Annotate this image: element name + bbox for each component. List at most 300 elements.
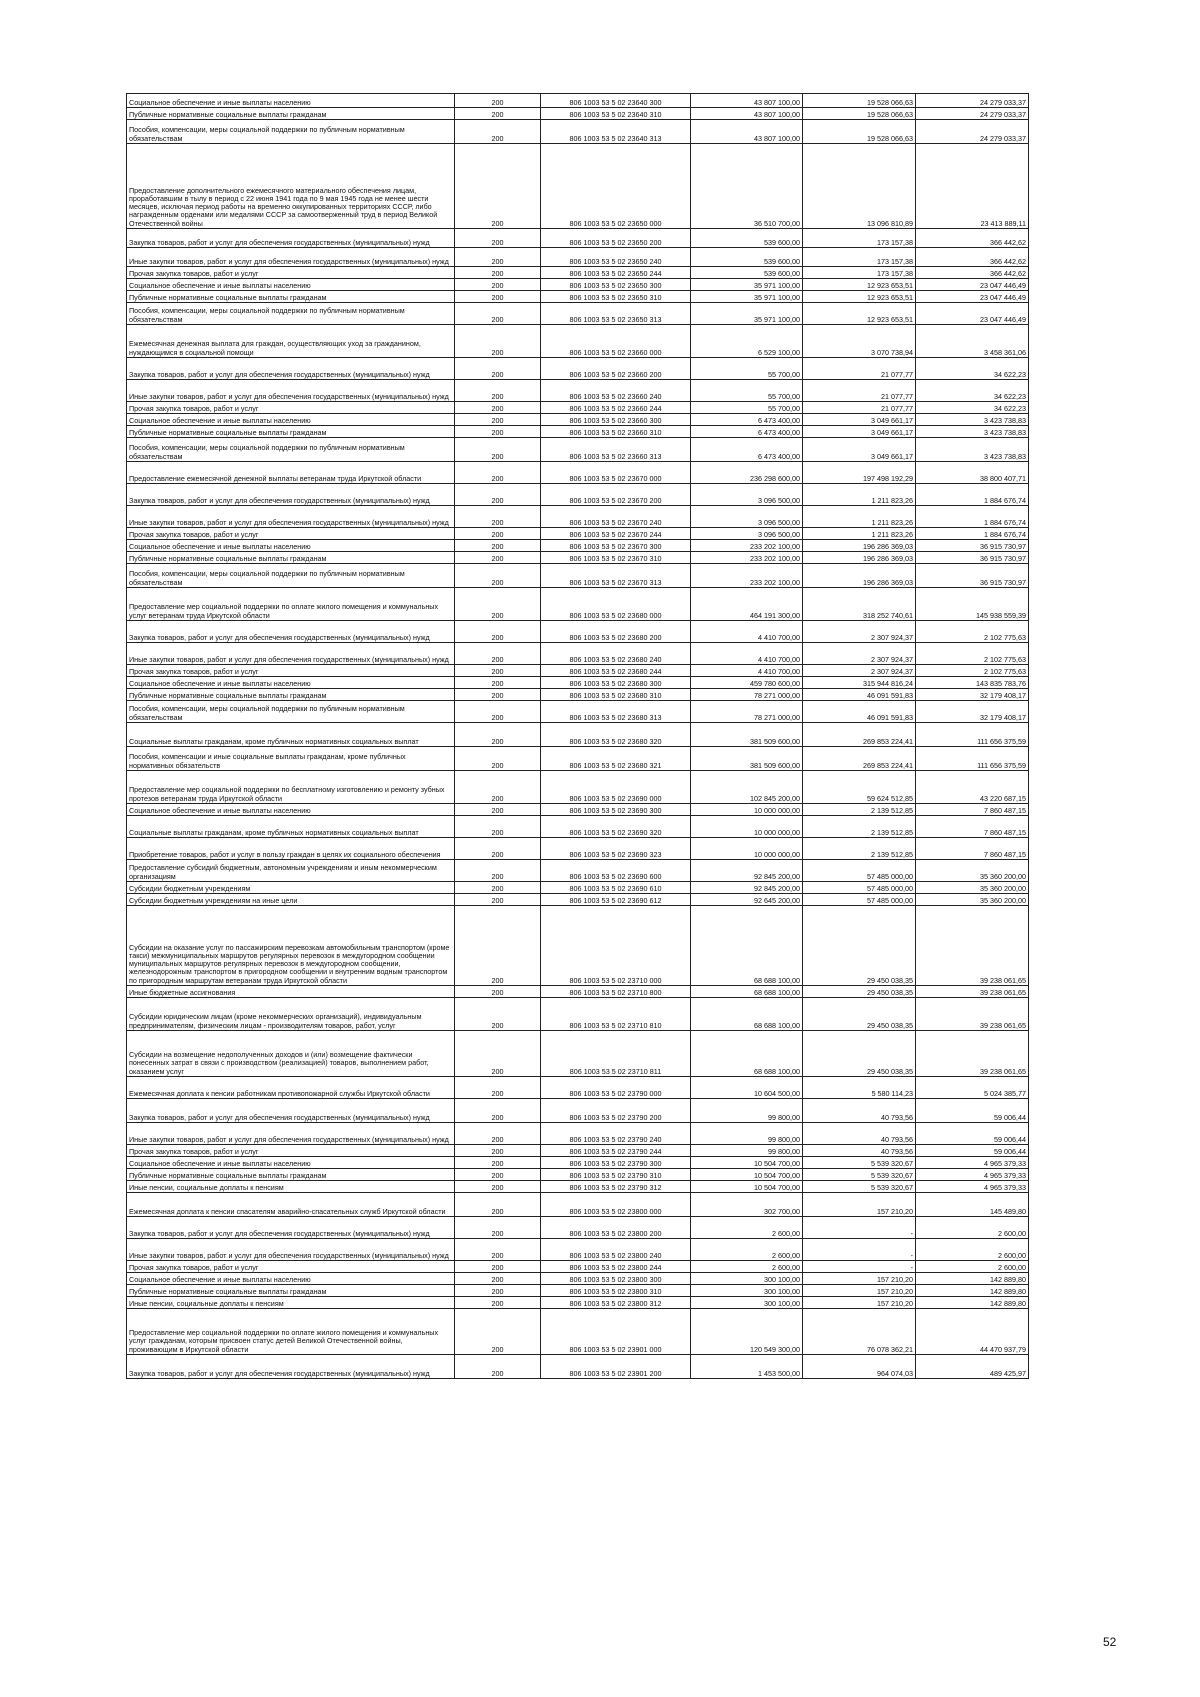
cell-rest: 1 884 676,74 <box>916 484 1029 506</box>
cell-rest: 142 889,80 <box>916 1297 1029 1309</box>
cell-executed: 318 252 740,61 <box>803 588 916 621</box>
cell-code: 200 <box>455 1145 541 1157</box>
cell-plan: 92 645 200,00 <box>691 894 803 906</box>
budget-execution-table <box>126 93 1029 1379</box>
cell-kbk: 806 1003 53 5 02 23790 240 <box>541 1123 691 1145</box>
table-row <box>127 528 1029 540</box>
cell-name: Ежемесячная денежная выплата для граждан, осуществляющих уход за гражданином, нуждающимся в социальной помощи <box>127 325 455 358</box>
cell-name: Предоставление мер социальной поддержки по оплате жилого помещения и коммунальных услуг ветеранам труда Иркутской области <box>127 588 455 621</box>
table-row <box>127 1123 1029 1145</box>
cell-code: 200 <box>455 358 541 380</box>
cell-executed: 157 210,20 <box>803 1297 916 1309</box>
table-row <box>127 438 1029 462</box>
cell-plan: 78 271 000,00 <box>691 701 803 723</box>
cell-code: 200 <box>455 986 541 998</box>
cell-code: 200 <box>455 438 541 462</box>
cell-rest: 23 047 446,49 <box>916 279 1029 291</box>
cell-plan: 55 700,00 <box>691 358 803 380</box>
cell-kbk: 806 1003 53 5 02 23690 000 <box>541 771 691 804</box>
cell-kbk: 806 1003 53 5 02 23800 300 <box>541 1273 691 1285</box>
cell-executed: 21 077,77 <box>803 402 916 414</box>
cell-rest: 3 423 738,83 <box>916 426 1029 438</box>
cell-plan: 464 191 300,00 <box>691 588 803 621</box>
cell-kbk: 806 1003 53 5 02 23650 200 <box>541 229 691 248</box>
cell-code: 200 <box>455 701 541 723</box>
cell-executed: 12 923 653,51 <box>803 279 916 291</box>
cell-kbk: 806 1003 53 5 02 23680 000 <box>541 588 691 621</box>
cell-code: 200 <box>455 1169 541 1181</box>
cell-code: 200 <box>455 1217 541 1239</box>
cell-kbk: 806 1003 53 5 02 23640 300 <box>541 94 691 108</box>
cell-name: Субсидии на оказание услуг по пассажирским перевозкам автомобильным транспортом (кроме такси) межмуниципальных маршрутов регулярных перевозок в междугородном сообщении муниципальных маршрутов регулярных перевозок в междугородном сообщении, железнодорожным транспортом в пригородном сообщении и внутренним водным транспортом по пригородным маршрутам ветеранам труда Иркутской области <box>127 906 455 986</box>
cell-plan: 35 971 100,00 <box>691 303 803 325</box>
cell-name: Иные пенсии, социальные доплаты к пенсиям <box>127 1181 455 1193</box>
cell-plan: 3 096 500,00 <box>691 506 803 528</box>
cell-plan: 6 473 400,00 <box>691 438 803 462</box>
table-row <box>127 248 1029 267</box>
cell-executed: 196 286 369,03 <box>803 564 916 588</box>
cell-kbk: 806 1003 53 5 02 23640 313 <box>541 120 691 144</box>
cell-plan: 99 800,00 <box>691 1145 803 1157</box>
cell-kbk: 806 1003 53 5 02 23800 000 <box>541 1193 691 1217</box>
cell-kbk: 806 1003 53 5 02 23670 000 <box>541 462 691 484</box>
table-row <box>127 144 1029 229</box>
cell-kbk: 806 1003 53 5 02 23680 300 <box>541 677 691 689</box>
cell-code: 200 <box>455 229 541 248</box>
table-row <box>127 1239 1029 1261</box>
cell-kbk: 806 1003 53 5 02 23650 240 <box>541 248 691 267</box>
cell-plan: 68 688 100,00 <box>691 998 803 1031</box>
cell-rest: 1 884 676,74 <box>916 528 1029 540</box>
table-row <box>127 1181 1029 1193</box>
cell-executed: 46 091 591,83 <box>803 689 916 701</box>
cell-executed: 57 485 000,00 <box>803 882 916 894</box>
cell-kbk: 806 1003 53 5 02 23670 244 <box>541 528 691 540</box>
cell-name: Прочая закупка товаров, работ и услуг <box>127 1145 455 1157</box>
cell-rest: 24 279 033,37 <box>916 108 1029 120</box>
cell-plan: 300 100,00 <box>691 1297 803 1309</box>
table-row <box>127 1273 1029 1285</box>
cell-rest: 59 006,44 <box>916 1145 1029 1157</box>
cell-rest: 366 442,62 <box>916 229 1029 248</box>
cell-rest: 35 360 200,00 <box>916 894 1029 906</box>
cell-name: Социальное обеспечение и иные выплаты населению <box>127 94 455 108</box>
cell-kbk: 806 1003 53 5 02 23640 310 <box>541 108 691 120</box>
cell-kbk: 806 1003 53 5 02 23800 312 <box>541 1297 691 1309</box>
cell-rest: 143 835 783,76 <box>916 677 1029 689</box>
cell-name: Иные закупки товаров, работ и услуг для обеспечения государственных (муниципальных) нужд <box>127 643 455 665</box>
cell-executed: 2 307 924,37 <box>803 665 916 677</box>
cell-executed: 1 211 823,26 <box>803 528 916 540</box>
cell-name: Предоставление субсидий бюджетным, автономным учреждениям и иным некоммерческим организациям <box>127 860 455 882</box>
cell-name: Предоставление мер социальной поддержки по оплате жилого помещения и коммунальных услуг гражданам, которым присвоен статус детей Великой Отечественной войны, проживающим в Иркутской области <box>127 1309 455 1355</box>
cell-plan: 55 700,00 <box>691 402 803 414</box>
cell-plan: 302 700,00 <box>691 1193 803 1217</box>
cell-rest: 3 458 361,06 <box>916 325 1029 358</box>
cell-plan: 35 971 100,00 <box>691 291 803 303</box>
cell-kbk: 806 1003 53 5 02 23660 244 <box>541 402 691 414</box>
cell-rest: 3 423 738,83 <box>916 414 1029 426</box>
cell-plan: 99 800,00 <box>691 1123 803 1145</box>
cell-code: 200 <box>455 462 541 484</box>
table-body <box>127 94 1029 1379</box>
table-row <box>127 229 1029 248</box>
cell-name: Социальное обеспечение и иные выплаты населению <box>127 414 455 426</box>
cell-executed: 269 853 224,41 <box>803 747 916 771</box>
cell-plan: 2 600,00 <box>691 1239 803 1261</box>
cell-plan: 233 202 100,00 <box>691 552 803 564</box>
cell-kbk: 806 1003 53 5 02 23680 200 <box>541 621 691 643</box>
cell-executed: 29 450 038,35 <box>803 906 916 986</box>
cell-plan: 43 807 100,00 <box>691 120 803 144</box>
cell-name: Иные закупки товаров, работ и услуг для обеспечения государственных (муниципальных) нужд <box>127 248 455 267</box>
table-row <box>127 1157 1029 1169</box>
cell-code: 200 <box>455 414 541 426</box>
cell-executed: 2 139 512,85 <box>803 816 916 838</box>
cell-rest: 59 006,44 <box>916 1123 1029 1145</box>
cell-code: 200 <box>455 1355 541 1379</box>
cell-executed: 157 210,20 <box>803 1193 916 1217</box>
cell-code: 200 <box>455 1309 541 1355</box>
cell-name: Прочая закупка товаров, работ и услуг <box>127 665 455 677</box>
cell-plan: 3 096 500,00 <box>691 484 803 506</box>
cell-rest: 111 656 375,59 <box>916 723 1029 747</box>
cell-executed: 57 485 000,00 <box>803 894 916 906</box>
cell-name: Иные закупки товаров, работ и услуг для обеспечения государственных (муниципальных) нужд <box>127 380 455 402</box>
cell-code: 200 <box>455 325 541 358</box>
cell-executed: 1 211 823,26 <box>803 484 916 506</box>
cell-kbk: 806 1003 53 5 02 23690 323 <box>541 838 691 860</box>
cell-kbk: 806 1003 53 5 02 23790 312 <box>541 1181 691 1193</box>
cell-code: 200 <box>455 998 541 1031</box>
cell-executed: 21 077,77 <box>803 380 916 402</box>
table-row <box>127 665 1029 677</box>
cell-kbk: 806 1003 53 5 02 23901 000 <box>541 1309 691 1355</box>
cell-kbk: 806 1003 53 5 02 23660 000 <box>541 325 691 358</box>
cell-name: Пособия, компенсации, меры социальной поддержки по публичным нормативным обязательствам <box>127 564 455 588</box>
cell-name: Субсидии на возмещение недополученных доходов и (или) возмещение фактически понесенных затрат в связи с производством (реализацией) товаров, выполнением работ, оказанием услуг <box>127 1031 455 1077</box>
cell-rest: 36 915 730,97 <box>916 540 1029 552</box>
cell-executed: 59 624 512,85 <box>803 771 916 804</box>
cell-rest: 34 622,23 <box>916 402 1029 414</box>
cell-code: 200 <box>455 380 541 402</box>
cell-rest: 2 102 775,63 <box>916 665 1029 677</box>
cell-rest: 23 047 446,49 <box>916 291 1029 303</box>
cell-executed: 12 923 653,51 <box>803 303 916 325</box>
cell-executed: 2 139 512,85 <box>803 804 916 816</box>
cell-rest: 38 800 407,71 <box>916 462 1029 484</box>
table-row <box>127 358 1029 380</box>
cell-executed: 40 793,56 <box>803 1099 916 1123</box>
cell-executed: 21 077,77 <box>803 358 916 380</box>
table-row <box>127 804 1029 816</box>
cell-name: Иные закупки товаров, работ и услуг для обеспечения государственных (муниципальных) нужд <box>127 506 455 528</box>
table-row <box>127 894 1029 906</box>
cell-name: Пособия, компенсации и иные социальные выплаты гражданам, кроме публичных нормативных обязательств <box>127 747 455 771</box>
cell-name: Социальное обеспечение и иные выплаты населению <box>127 279 455 291</box>
cell-rest: 32 179 408,17 <box>916 701 1029 723</box>
table-row <box>127 643 1029 665</box>
cell-kbk: 806 1003 53 5 02 23680 321 <box>541 747 691 771</box>
cell-name: Прочая закупка товаров, работ и услуг <box>127 528 455 540</box>
cell-kbk: 806 1003 53 5 02 23690 320 <box>541 816 691 838</box>
cell-name: Публичные нормативные социальные выплаты гражданам <box>127 291 455 303</box>
cell-kbk: 806 1003 53 5 02 23650 310 <box>541 291 691 303</box>
cell-name: Пособия, компенсации, меры социальной поддержки по публичным нормативным обязательствам <box>127 120 455 144</box>
cell-executed: 13 096 810,89 <box>803 144 916 229</box>
cell-name: Субсидии юридическим лицам (кроме некоммерческих организаций), индивидуальным предпринимателям, физическим лицам - производителям товаров, работ, услуг <box>127 998 455 1031</box>
table-row <box>127 906 1029 986</box>
table-row <box>127 484 1029 506</box>
cell-plan: 68 688 100,00 <box>691 906 803 986</box>
cell-executed: 29 450 038,35 <box>803 998 916 1031</box>
cell-kbk: 806 1003 53 5 02 23710 800 <box>541 986 691 998</box>
cell-plan: 6 529 100,00 <box>691 325 803 358</box>
cell-plan: 3 096 500,00 <box>691 528 803 540</box>
cell-kbk: 806 1003 53 5 02 23710 811 <box>541 1031 691 1077</box>
cell-name: Субсидии бюджетным учреждениям <box>127 882 455 894</box>
table-row <box>127 108 1029 120</box>
cell-kbk: 806 1003 53 5 02 23680 313 <box>541 701 691 723</box>
cell-code: 200 <box>455 1077 541 1099</box>
cell-rest: 34 622,23 <box>916 380 1029 402</box>
table-row <box>127 1261 1029 1273</box>
cell-rest: 4 965 379,33 <box>916 1169 1029 1181</box>
table-row <box>127 1169 1029 1181</box>
cell-plan: 99 800,00 <box>691 1099 803 1123</box>
cell-rest: 2 102 775,63 <box>916 621 1029 643</box>
cell-kbk: 806 1003 53 5 02 23660 313 <box>541 438 691 462</box>
table-row <box>127 380 1029 402</box>
cell-plan: 78 271 000,00 <box>691 689 803 701</box>
cell-name: Закупка товаров, работ и услуг для обеспечения государственных (муниципальных) нужд <box>127 484 455 506</box>
cell-code: 200 <box>455 1123 541 1145</box>
cell-executed: 173 157,38 <box>803 229 916 248</box>
cell-code: 200 <box>455 144 541 229</box>
cell-rest: 489 425,97 <box>916 1355 1029 1379</box>
table-row <box>127 882 1029 894</box>
table-row <box>127 747 1029 771</box>
table-row <box>127 701 1029 723</box>
cell-executed: 157 210,20 <box>803 1285 916 1297</box>
cell-rest: 2 102 775,63 <box>916 643 1029 665</box>
cell-name: Ежемесячная доплата к пенсии спасателям аварийно-спасательных служб Иркутской области <box>127 1193 455 1217</box>
cell-code: 200 <box>455 1261 541 1273</box>
table-row <box>127 506 1029 528</box>
cell-code: 200 <box>455 838 541 860</box>
table-row <box>127 540 1029 552</box>
cell-code: 200 <box>455 643 541 665</box>
table-row <box>127 1297 1029 1309</box>
cell-plan: 381 509 600,00 <box>691 747 803 771</box>
cell-name: Прочая закупка товаров, работ и услуг <box>127 267 455 279</box>
cell-code: 200 <box>455 621 541 643</box>
cell-rest: 366 442,62 <box>916 248 1029 267</box>
cell-name: Иные пенсии, социальные доплаты к пенсиям <box>127 1297 455 1309</box>
cell-kbk: 806 1003 53 5 02 23680 244 <box>541 665 691 677</box>
cell-name: Социальное обеспечение и иные выплаты населению <box>127 540 455 552</box>
table-row <box>127 723 1029 747</box>
table-row <box>127 588 1029 621</box>
cell-kbk: 806 1003 53 5 02 23660 310 <box>541 426 691 438</box>
cell-plan: 92 845 200,00 <box>691 860 803 882</box>
cell-plan: 10 000 000,00 <box>691 816 803 838</box>
cell-rest: 145 489,80 <box>916 1193 1029 1217</box>
cell-kbk: 806 1003 53 5 02 23710 810 <box>541 998 691 1031</box>
cell-executed: 12 923 653,51 <box>803 291 916 303</box>
cell-kbk: 806 1003 53 5 02 23901 200 <box>541 1355 691 1379</box>
cell-kbk: 806 1003 53 5 02 23790 310 <box>541 1169 691 1181</box>
cell-executed: 5 539 320,67 <box>803 1169 916 1181</box>
cell-rest: 111 656 375,59 <box>916 747 1029 771</box>
cell-executed: 196 286 369,03 <box>803 552 916 564</box>
cell-executed: 964 074,03 <box>803 1355 916 1379</box>
cell-plan: 36 510 700,00 <box>691 144 803 229</box>
cell-rest: 142 889,80 <box>916 1285 1029 1297</box>
cell-kbk: 806 1003 53 5 02 23670 310 <box>541 552 691 564</box>
cell-plan: 102 845 200,00 <box>691 771 803 804</box>
cell-kbk: 806 1003 53 5 02 23650 313 <box>541 303 691 325</box>
cell-code: 200 <box>455 1157 541 1169</box>
table-row <box>127 120 1029 144</box>
cell-name: Предоставление мер социальной поддержки по бесплатному изготовлению и ремонту зубных протезов ветеранам труда Иркутской области <box>127 771 455 804</box>
cell-rest: 366 442,62 <box>916 267 1029 279</box>
cell-rest: 39 238 061,65 <box>916 1031 1029 1077</box>
table-row <box>127 414 1029 426</box>
cell-code: 200 <box>455 94 541 108</box>
table-row <box>127 838 1029 860</box>
cell-code: 200 <box>455 1273 541 1285</box>
cell-code: 200 <box>455 120 541 144</box>
table-row <box>127 1309 1029 1355</box>
cell-rest: 24 279 033,37 <box>916 94 1029 108</box>
cell-kbk: 806 1003 53 5 02 23680 240 <box>541 643 691 665</box>
cell-executed: 269 853 224,41 <box>803 723 916 747</box>
cell-executed: 3 049 661,17 <box>803 414 916 426</box>
cell-name: Закупка товаров, работ и услуг для обеспечения государственных (муниципальных) нужд <box>127 621 455 643</box>
cell-rest: 32 179 408,17 <box>916 689 1029 701</box>
cell-code: 200 <box>455 665 541 677</box>
cell-kbk: 806 1003 53 5 02 23690 612 <box>541 894 691 906</box>
cell-executed: - <box>803 1239 916 1261</box>
table-row <box>127 279 1029 291</box>
table-row <box>127 771 1029 804</box>
cell-name: Публичные нормативные социальные выплаты гражданам <box>127 552 455 564</box>
cell-plan: 55 700,00 <box>691 380 803 402</box>
cell-name: Иные закупки товаров, работ и услуг для обеспечения государственных (муниципальных) нужд <box>127 1239 455 1261</box>
table-row <box>127 462 1029 484</box>
cell-code: 200 <box>455 747 541 771</box>
cell-executed: 196 286 369,03 <box>803 540 916 552</box>
cell-plan: 6 473 400,00 <box>691 414 803 426</box>
table-row <box>127 267 1029 279</box>
cell-plan: 10 604 500,00 <box>691 1077 803 1099</box>
table-row <box>127 325 1029 358</box>
cell-rest: 44 470 937,79 <box>916 1309 1029 1355</box>
cell-executed: 19 528 066,63 <box>803 120 916 144</box>
cell-code: 200 <box>455 248 541 267</box>
cell-name: Иные закупки товаров, работ и услуг для обеспечения государственных (муниципальных) нужд <box>127 1123 455 1145</box>
cell-rest: 23 413 889,11 <box>916 144 1029 229</box>
cell-name: Приобретение товаров, работ и услуг в пользу граждан в целях их социального обеспечения <box>127 838 455 860</box>
cell-rest: 39 238 061,65 <box>916 986 1029 998</box>
cell-executed: 315 944 816,24 <box>803 677 916 689</box>
cell-name: Социальное обеспечение и иные выплаты населению <box>127 1157 455 1169</box>
cell-kbk: 806 1003 53 5 02 23660 200 <box>541 358 691 380</box>
cell-rest: 39 238 061,65 <box>916 998 1029 1031</box>
table-row <box>127 1355 1029 1379</box>
cell-executed: 46 091 591,83 <box>803 701 916 723</box>
cell-rest: 35 360 200,00 <box>916 882 1029 894</box>
table-row <box>127 1193 1029 1217</box>
cell-kbk: 806 1003 53 5 02 23800 244 <box>541 1261 691 1273</box>
cell-name: Публичные нормативные социальные выплаты гражданам <box>127 108 455 120</box>
cell-plan: 4 410 700,00 <box>691 621 803 643</box>
cell-code: 200 <box>455 1239 541 1261</box>
cell-kbk: 806 1003 53 5 02 23800 200 <box>541 1217 691 1239</box>
cell-executed: 197 498 192,29 <box>803 462 916 484</box>
cell-plan: 459 780 600,00 <box>691 677 803 689</box>
cell-rest: 35 360 200,00 <box>916 860 1029 882</box>
cell-plan: 4 410 700,00 <box>691 643 803 665</box>
cell-name: Пособия, компенсации, меры социальной поддержки по публичным нормативным обязательствам <box>127 701 455 723</box>
cell-plan: 300 100,00 <box>691 1273 803 1285</box>
cell-executed: 29 450 038,35 <box>803 1031 916 1077</box>
cell-plan: 2 600,00 <box>691 1261 803 1273</box>
table-row <box>127 1285 1029 1297</box>
table-row <box>127 291 1029 303</box>
cell-code: 200 <box>455 689 541 701</box>
cell-kbk: 806 1003 53 5 02 23790 244 <box>541 1145 691 1157</box>
cell-code: 200 <box>455 677 541 689</box>
cell-code: 200 <box>455 279 541 291</box>
cell-code: 200 <box>455 1181 541 1193</box>
cell-code: 200 <box>455 402 541 414</box>
cell-code: 200 <box>455 804 541 816</box>
cell-plan: 236 298 600,00 <box>691 462 803 484</box>
cell-code: 200 <box>455 540 541 552</box>
cell-code: 200 <box>455 816 541 838</box>
cell-name: Прочая закупка товаров, работ и услуг <box>127 402 455 414</box>
cell-code: 200 <box>455 564 541 588</box>
table-row <box>127 689 1029 701</box>
cell-name: Иные бюджетные ассигнования <box>127 986 455 998</box>
cell-name: Закупка товаров, работ и услуг для обеспечения государственных (муниципальных) нужд <box>127 358 455 380</box>
cell-plan: 92 845 200,00 <box>691 882 803 894</box>
cell-plan: 35 971 100,00 <box>691 279 803 291</box>
cell-rest: 7 860 487,15 <box>916 816 1029 838</box>
table-row <box>127 303 1029 325</box>
cell-name: Прочая закупка товаров, работ и услуг <box>127 1261 455 1273</box>
cell-code: 200 <box>455 552 541 564</box>
table-row <box>127 564 1029 588</box>
cell-executed: 3 070 738,94 <box>803 325 916 358</box>
cell-plan: 120 549 300,00 <box>691 1309 803 1355</box>
cell-plan: 381 509 600,00 <box>691 723 803 747</box>
table-row <box>127 677 1029 689</box>
cell-plan: 10 504 700,00 <box>691 1181 803 1193</box>
cell-plan: 539 600,00 <box>691 267 803 279</box>
cell-code: 200 <box>455 894 541 906</box>
cell-rest: 7 860 487,15 <box>916 804 1029 816</box>
cell-rest: 5 024 385,77 <box>916 1077 1029 1099</box>
cell-code: 200 <box>455 1297 541 1309</box>
cell-kbk: 806 1003 53 5 02 23670 313 <box>541 564 691 588</box>
cell-executed: 173 157,38 <box>803 248 916 267</box>
cell-executed: 40 793,56 <box>803 1123 916 1145</box>
cell-plan: 233 202 100,00 <box>691 564 803 588</box>
cell-kbk: 806 1003 53 5 02 23690 610 <box>541 882 691 894</box>
